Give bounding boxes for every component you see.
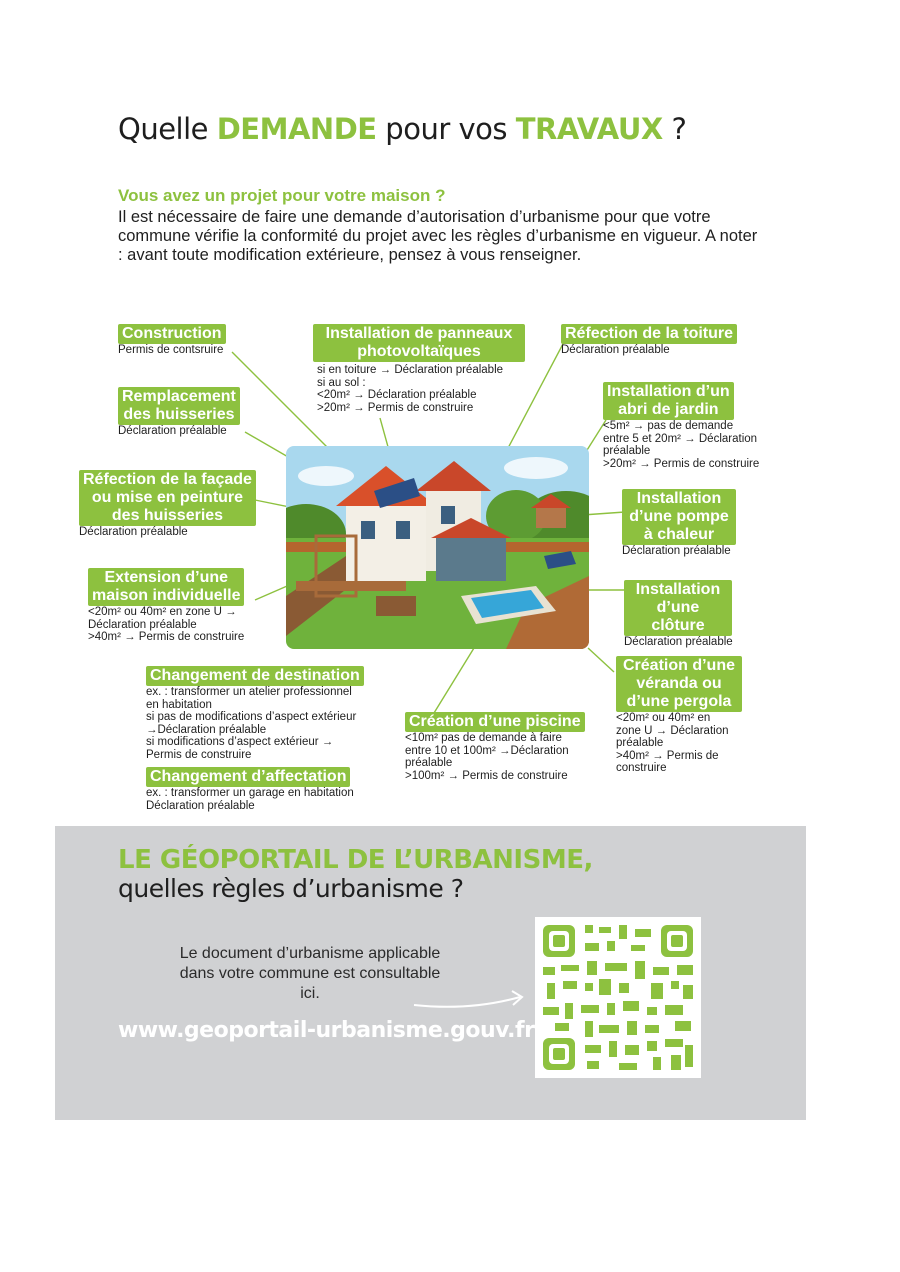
item-extension xyxy=(88,568,244,644)
destination-label: Changement de destination xyxy=(146,666,364,686)
construction-note: Permis de contsruire xyxy=(118,344,224,356)
abri-note: <5m² → pas de demande entre 5 et 20m² → Déclaration préalable >20m² → Permis de construire xyxy=(603,420,760,470)
item-toiture xyxy=(561,324,737,357)
item-veranda xyxy=(616,656,742,775)
destination-note: ex. : transformer un atelier professionnel en habitation si pas de modifications d’aspect extérieur →Déclaration préalable si modifications d’aspect extérieur → Permis de construire xyxy=(146,686,357,761)
item-facade xyxy=(79,470,256,539)
curved-arrow-icon xyxy=(410,985,530,1015)
house-illustration xyxy=(286,446,589,649)
item-abri xyxy=(603,382,783,470)
qr-code-icon[interactable] xyxy=(535,917,701,1078)
panneaux-label: Installation de panneaux photovoltaïques xyxy=(313,324,525,362)
item-piscine xyxy=(405,712,585,782)
item-huisseries xyxy=(118,387,240,438)
affectation-label: Changement d’affectation xyxy=(146,767,350,787)
geoportail-subtitle: quelles règles d’urbanisme ? xyxy=(118,874,464,903)
piscine-note: <10m² pas de demande à faire entre 10 et 100m² →Déclaration préalable >100m² → Permis de construire xyxy=(405,732,569,782)
item-destination xyxy=(146,666,364,761)
construction-label: Construction xyxy=(118,324,226,344)
item-construction xyxy=(118,324,226,357)
geoportail-url-link[interactable]: www.geoportail-urbanisme.gouv.fr xyxy=(118,1018,535,1043)
extension-label: Extension d’une maison individuelle xyxy=(88,568,244,606)
facade-note: Déclaration préalable xyxy=(79,526,188,538)
item-panneaux xyxy=(313,324,525,414)
cloture-label: Installation d’une clôture xyxy=(624,580,732,636)
item-cloture xyxy=(624,580,733,649)
intro-paragraph: Il est nécessaire de faire une demande d’autorisation d’urbanisme pour que votre commune vérifie la conformité du projet avec les règles d’urbanisme en vigueur. A noter : avant toute modification extérieure, pensez à vous renseigner. xyxy=(118,208,758,264)
facade-label: Réfection de la façade ou mise en peinture des huisseries xyxy=(79,470,256,526)
page-title: Quelle DEMANDE pour vos TRAVAUX ? xyxy=(118,112,687,146)
huisseries-label: Remplacement des huisseries xyxy=(118,387,240,425)
geoportail-text: Le document d’urbanisme applicable dans votre commune est consultable ici. xyxy=(179,945,441,1002)
extension-note: <20m² ou 40m² en zone U → Déclaration préalable >40m² → Permis de construire xyxy=(88,606,245,643)
geoportail-title: LE GÉOPORTAIL DE L’URBANISME, xyxy=(118,845,593,875)
item-affectation xyxy=(146,767,354,812)
cloture-note: Déclaration préalable xyxy=(624,636,733,648)
item-pompe xyxy=(622,489,736,558)
toiture-label: Réfection de la toiture xyxy=(561,324,737,344)
pompe-label: Installation d’une pompe à chaleur xyxy=(622,489,736,545)
section-subtitle: Vous avez un projet pour votre maison ? xyxy=(118,186,446,205)
affectation-note: ex. : transformer un garage en habitation Déclaration préalable xyxy=(146,787,354,812)
abri-label: Installation d’un abri de jardin xyxy=(603,382,734,420)
veranda-note: <20m² ou 40m² en zone U → Déclaration préalable >40m² → Permis de construire xyxy=(616,712,729,774)
huisseries-note: Déclaration préalable xyxy=(118,425,227,437)
toiture-note: Déclaration préalable xyxy=(561,344,670,356)
veranda-label: Création d’une véranda ou d’une pergola xyxy=(616,656,742,712)
panneaux-note: si en toiture → Déclaration préalable si au sol : <20m² → Déclaration préalable >20m² → Permis de construire xyxy=(317,364,504,414)
pompe-note: Déclaration préalable xyxy=(622,545,731,557)
piscine-label: Création d’une piscine xyxy=(405,712,585,732)
